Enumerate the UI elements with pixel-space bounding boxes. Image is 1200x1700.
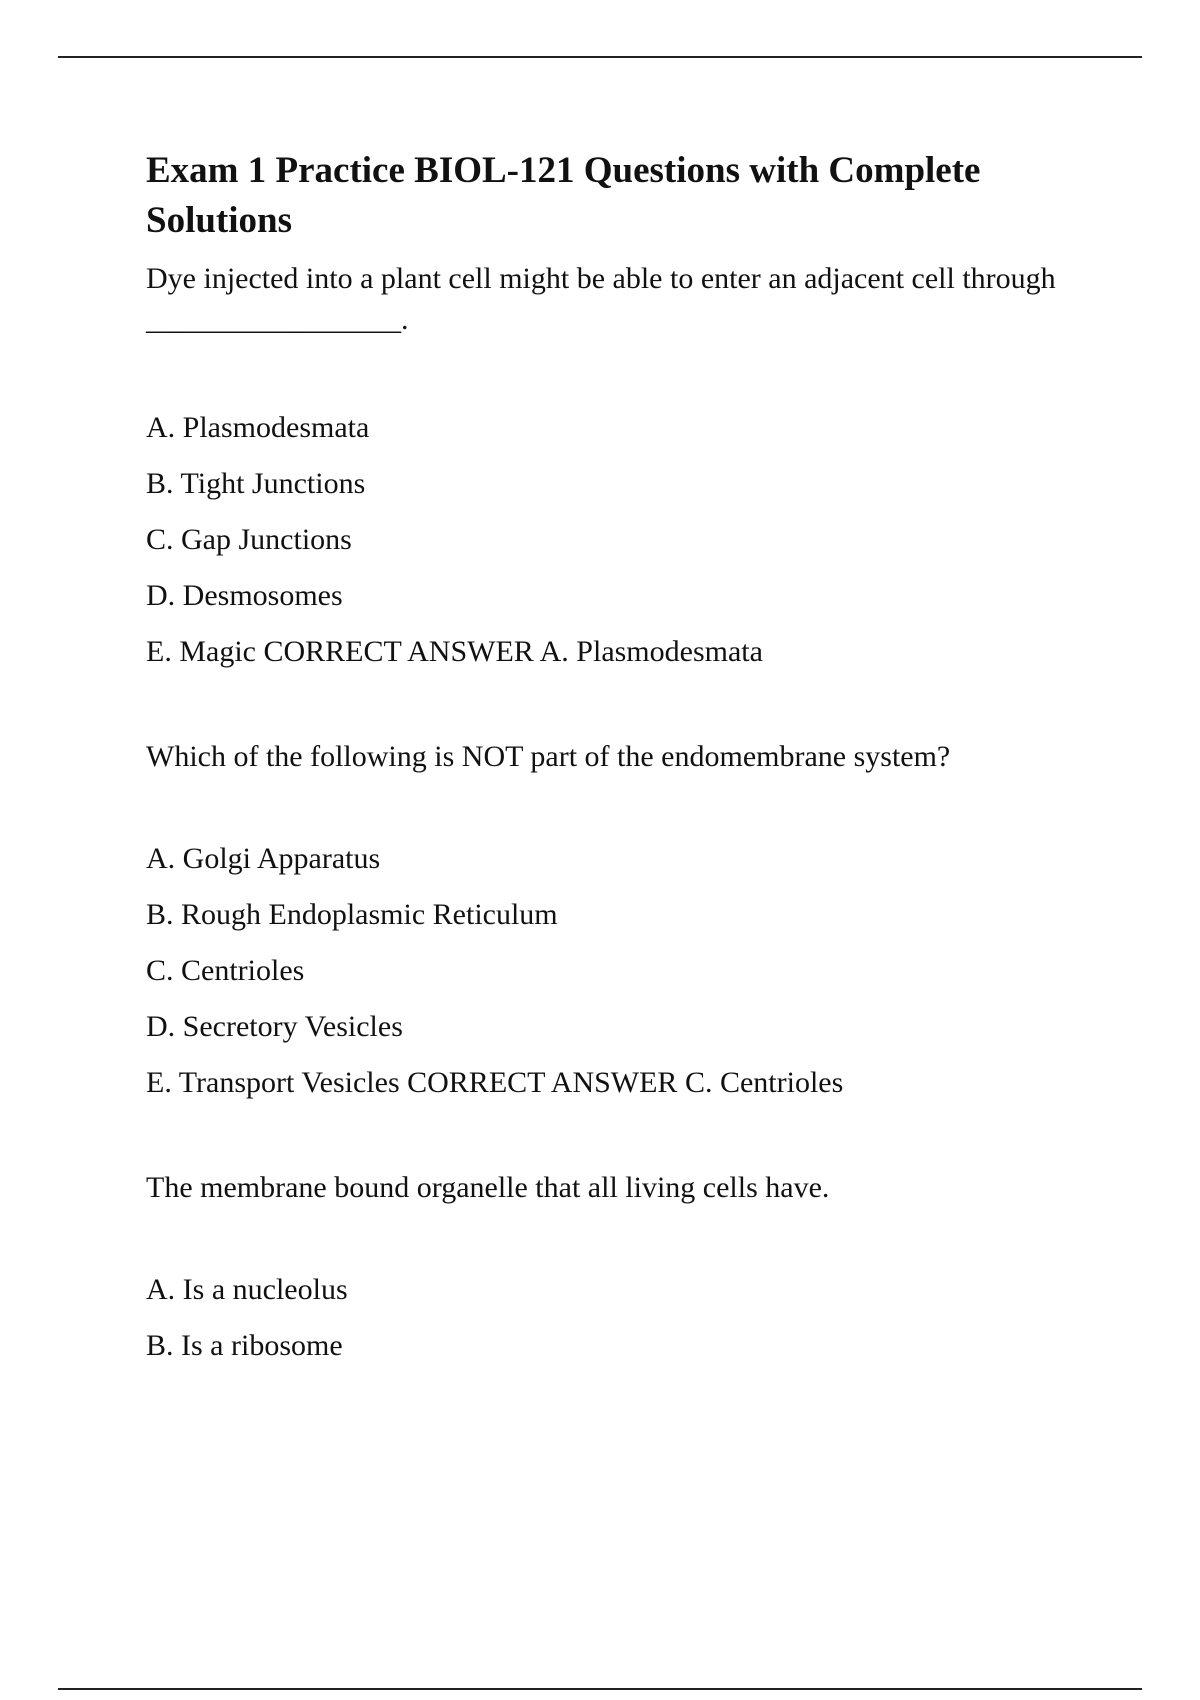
question-block (146, 736, 1086, 1111)
option-item: B. Is a ribosome (146, 1329, 343, 1362)
question-prompt: Which of the following is NOT part of the endomembrane system? (146, 740, 951, 773)
option-item: A. Plasmodesmata (146, 411, 370, 444)
option-item: D. Desmosomes (146, 579, 343, 612)
option-item: D. Secretory Vesicles (146, 1010, 403, 1043)
option-item: A. Is a nucleolus (146, 1273, 348, 1306)
option-list (146, 400, 1086, 680)
option-item: C. Gap Junctions (146, 523, 352, 556)
option-item: C. Centrioles (146, 954, 305, 987)
question-prompt: Dye injected into a plant cell might be able to enter an adjacent cell through _________________. (146, 262, 1056, 336)
document-title: Exam 1 Practice BIOL-121 Questions with Complete Solutions (146, 150, 981, 241)
top-divider (58, 56, 1142, 58)
option-list (146, 831, 1086, 1111)
question-block (146, 1167, 1086, 1374)
option-item: A. Golgi Apparatus (146, 842, 381, 875)
option-item: B. Rough Endoplasmic Reticulum (146, 898, 558, 931)
document-body (146, 146, 1086, 1374)
question-prompt: The membrane bound organelle that all living cells have. (146, 1171, 830, 1204)
option-item: B. Tight Junctions (146, 467, 366, 500)
question-block (146, 258, 1086, 680)
bottom-divider (58, 1688, 1142, 1690)
option-item: E. Magic CORRECT ANSWER A. Plasmodesmata (146, 635, 763, 668)
option-item: E. Transport Vesicles CORRECT ANSWER C. Centrioles (146, 1066, 844, 1099)
option-list (146, 1262, 1086, 1374)
